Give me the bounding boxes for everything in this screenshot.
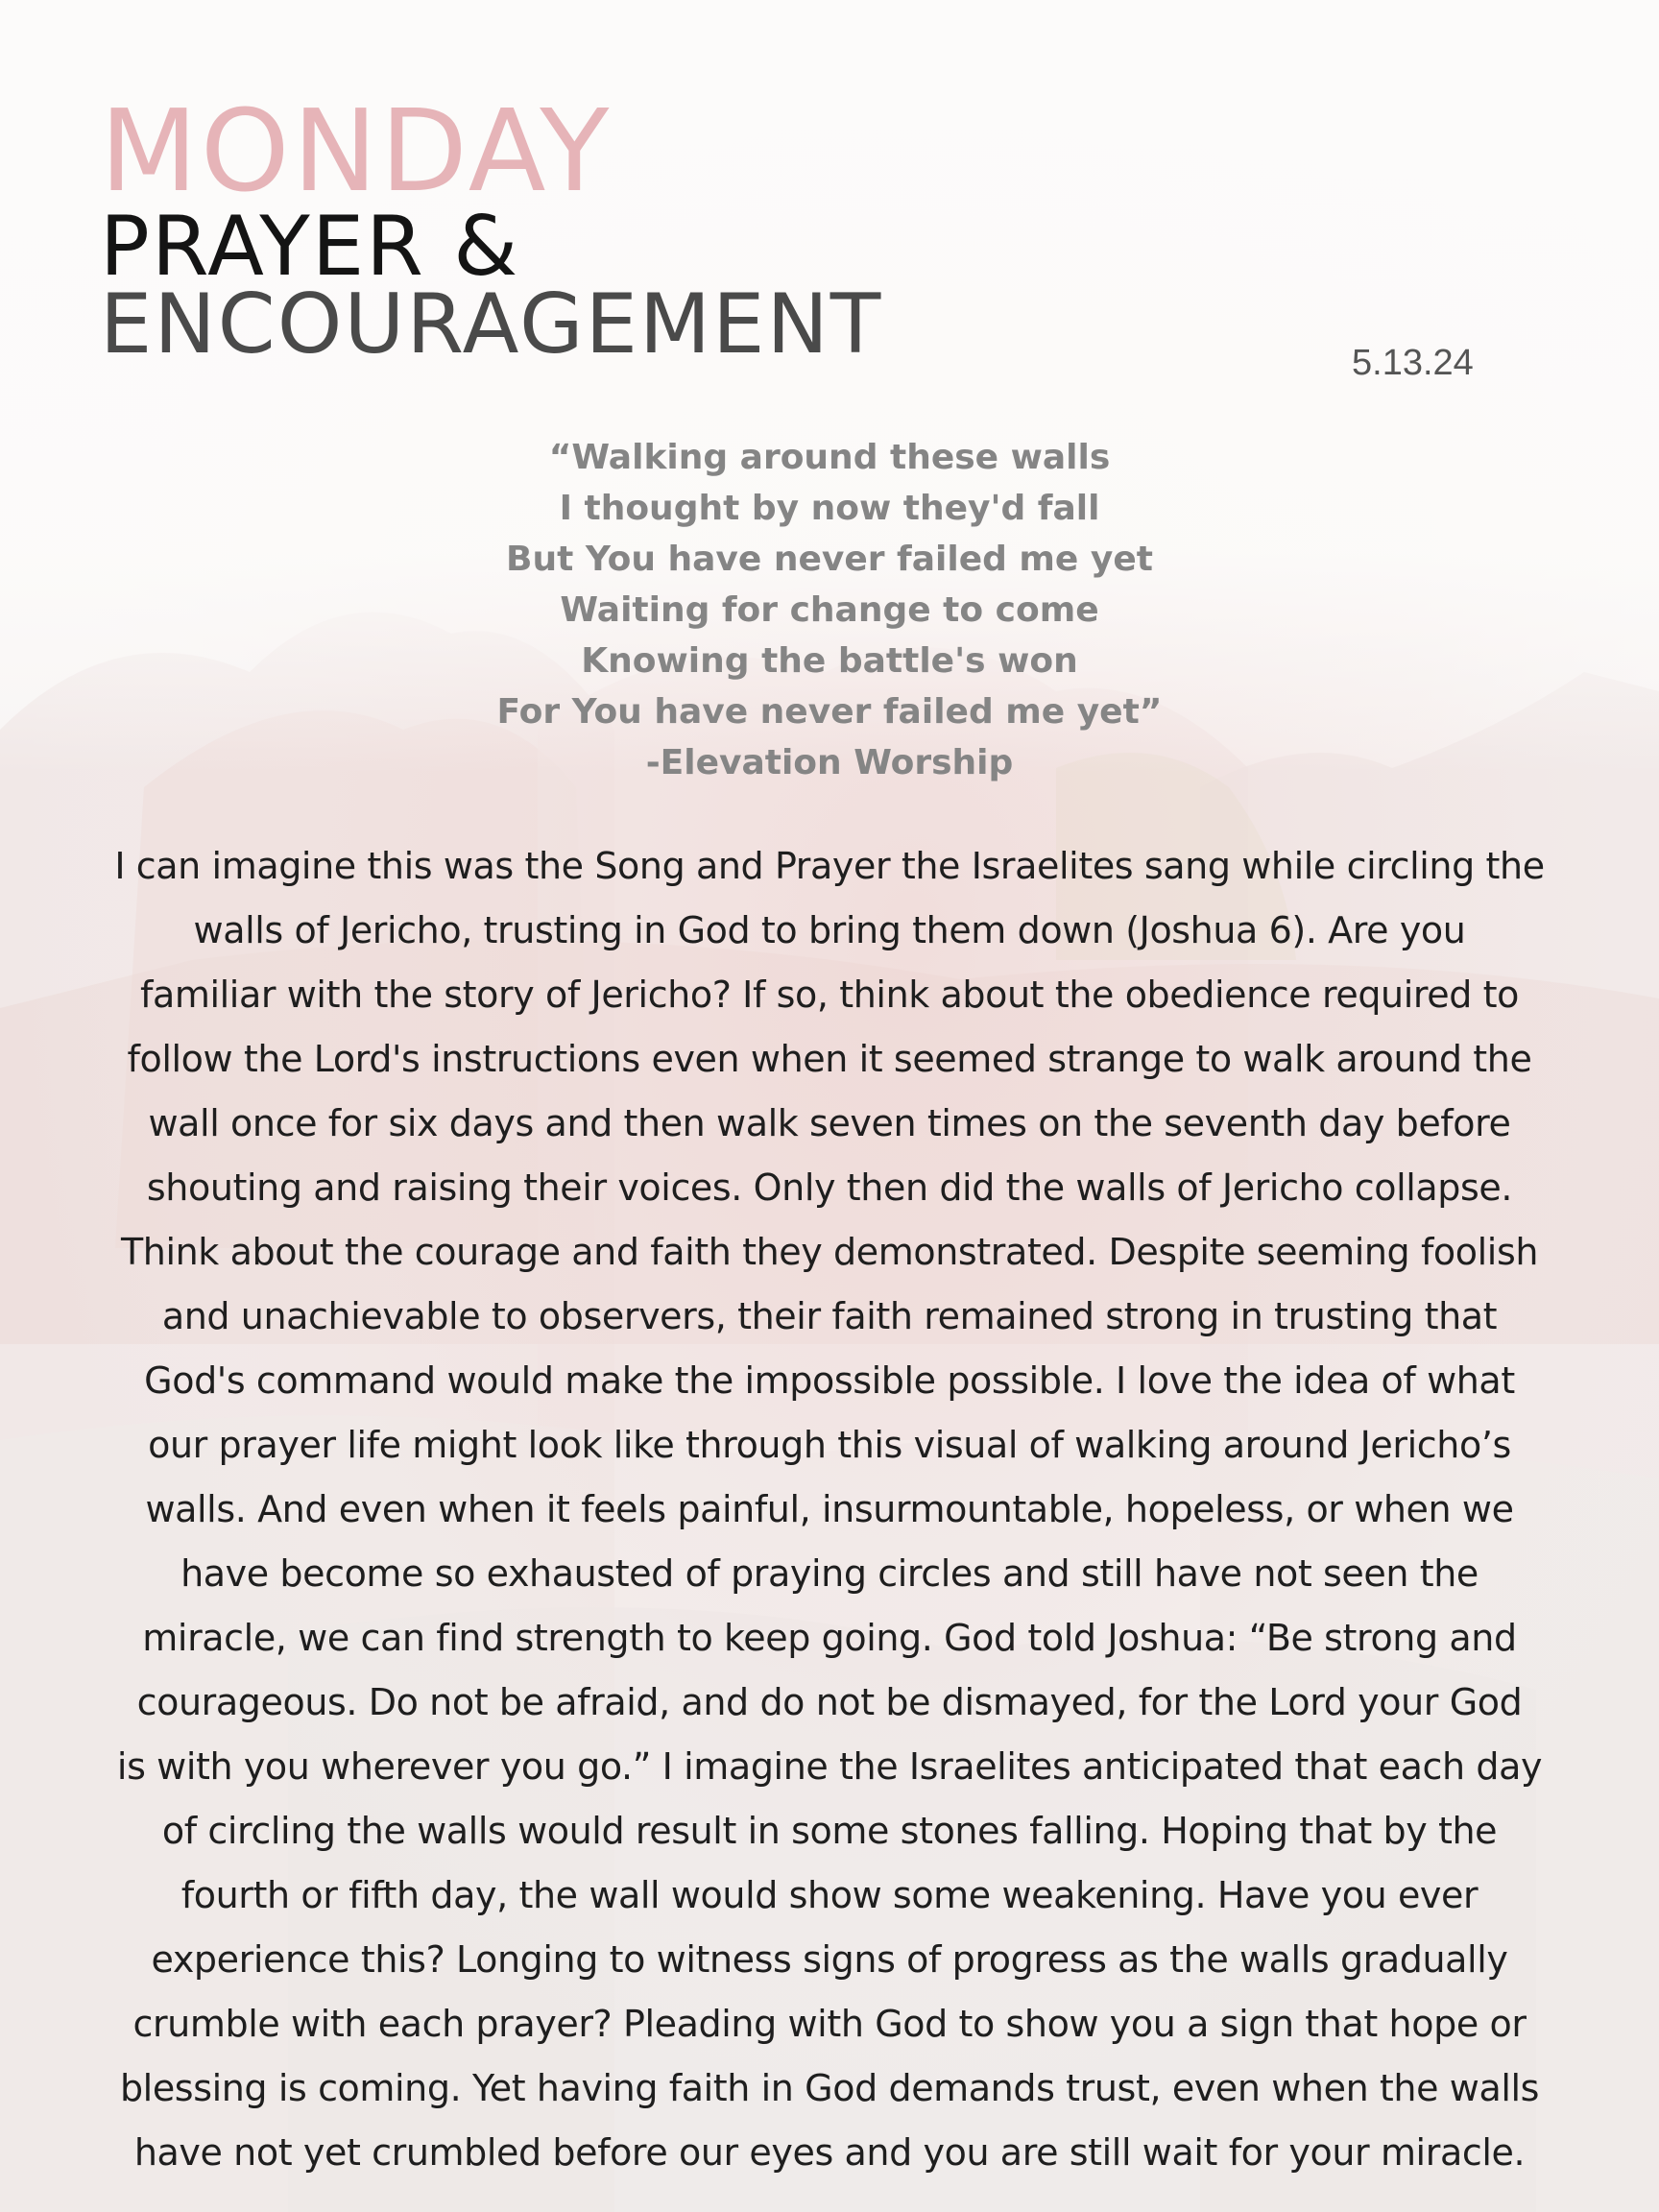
body-line: follow the Lord's instructions even when it seemed strange to walk around the [127,1038,1532,1080]
body-line: of circling the walls would result in some stones falling. Hoping that by the [161,1810,1498,1852]
date-label: 5.13.24 [1352,343,1474,383]
title-day: MONDAY [100,84,613,217]
title-encouragement: ENCOURAGEMENT [100,276,883,373]
body-line: walls of Jericho, trusting in God to bring them down (Joshua 6). Are you [193,909,1466,951]
body-line: God's command would make the impossible possible. I love the idea of what [144,1359,1515,1402]
quote-line: I thought by now they'd fall [559,489,1100,528]
song-quote [349,432,1310,788]
quote-line: But You have never failed me yet [506,540,1153,579]
body-line: courageous. Do not be afraid, and do not be dismayed, for the Lord your God [136,1681,1523,1723]
body-line: I can imagine this was the Song and Prayer the Israelites sang while circling the [114,845,1545,887]
body-line: is with you wherever you go.” I imagine the Israelites anticipated that each day [116,1745,1543,1788]
title-prayer: PRAYER & [100,199,520,295]
body-line: blessing is coming. Yet having faith in God demands trust, even when the walls [119,2067,1540,2109]
body-line: have become so exhausted of praying circles and still have not seen the [180,1552,1479,1595]
body-line: miracle, we can find strength to keep going. God told Joshua: “Be strong and [142,1617,1517,1659]
body-line: walls. And even when it feels painful, insurmountable, hopeless, or when we [145,1488,1514,1530]
body-line: fourth or fifth day, the wall would show some weakening. Have you ever [180,1874,1479,1916]
body-line: our prayer life might look like through this visual of walking around Jericho’s [148,1424,1511,1466]
quote-attribution: -Elevation Worship [645,743,1014,782]
devotional-body [61,834,1598,2185]
body-line: wall once for six days and then walk seven times on the seventh day before [148,1102,1511,1144]
quote-line: Knowing the battle's won [581,641,1078,681]
body-line: have not yet crumbled before our eyes and you are still wait for your miracle. [133,2131,1526,2174]
body-line: crumble with each prayer? Pleading with God to show you a sign that hope or [132,2003,1527,2045]
body-line: familiar with the story of Jericho? If so, think about the obedience required to [140,974,1519,1016]
body-line: shouting and raising their voices. Only then did the walls of Jericho collapse. [146,1166,1513,1209]
body-line: Think about the courage and faith they demonstrated. Despite seeming foolish [120,1231,1539,1273]
quote-line: Waiting for change to come [560,590,1099,630]
quote-line: For You have never failed me yet” [496,692,1163,732]
body-line: experience this? Longing to witness signs of progress as the walls gradually [151,1938,1508,1981]
quote-line: “Walking around these walls [548,438,1111,477]
body-line: and unachievable to observers, their faith remained strong in trusting that [161,1295,1498,1337]
